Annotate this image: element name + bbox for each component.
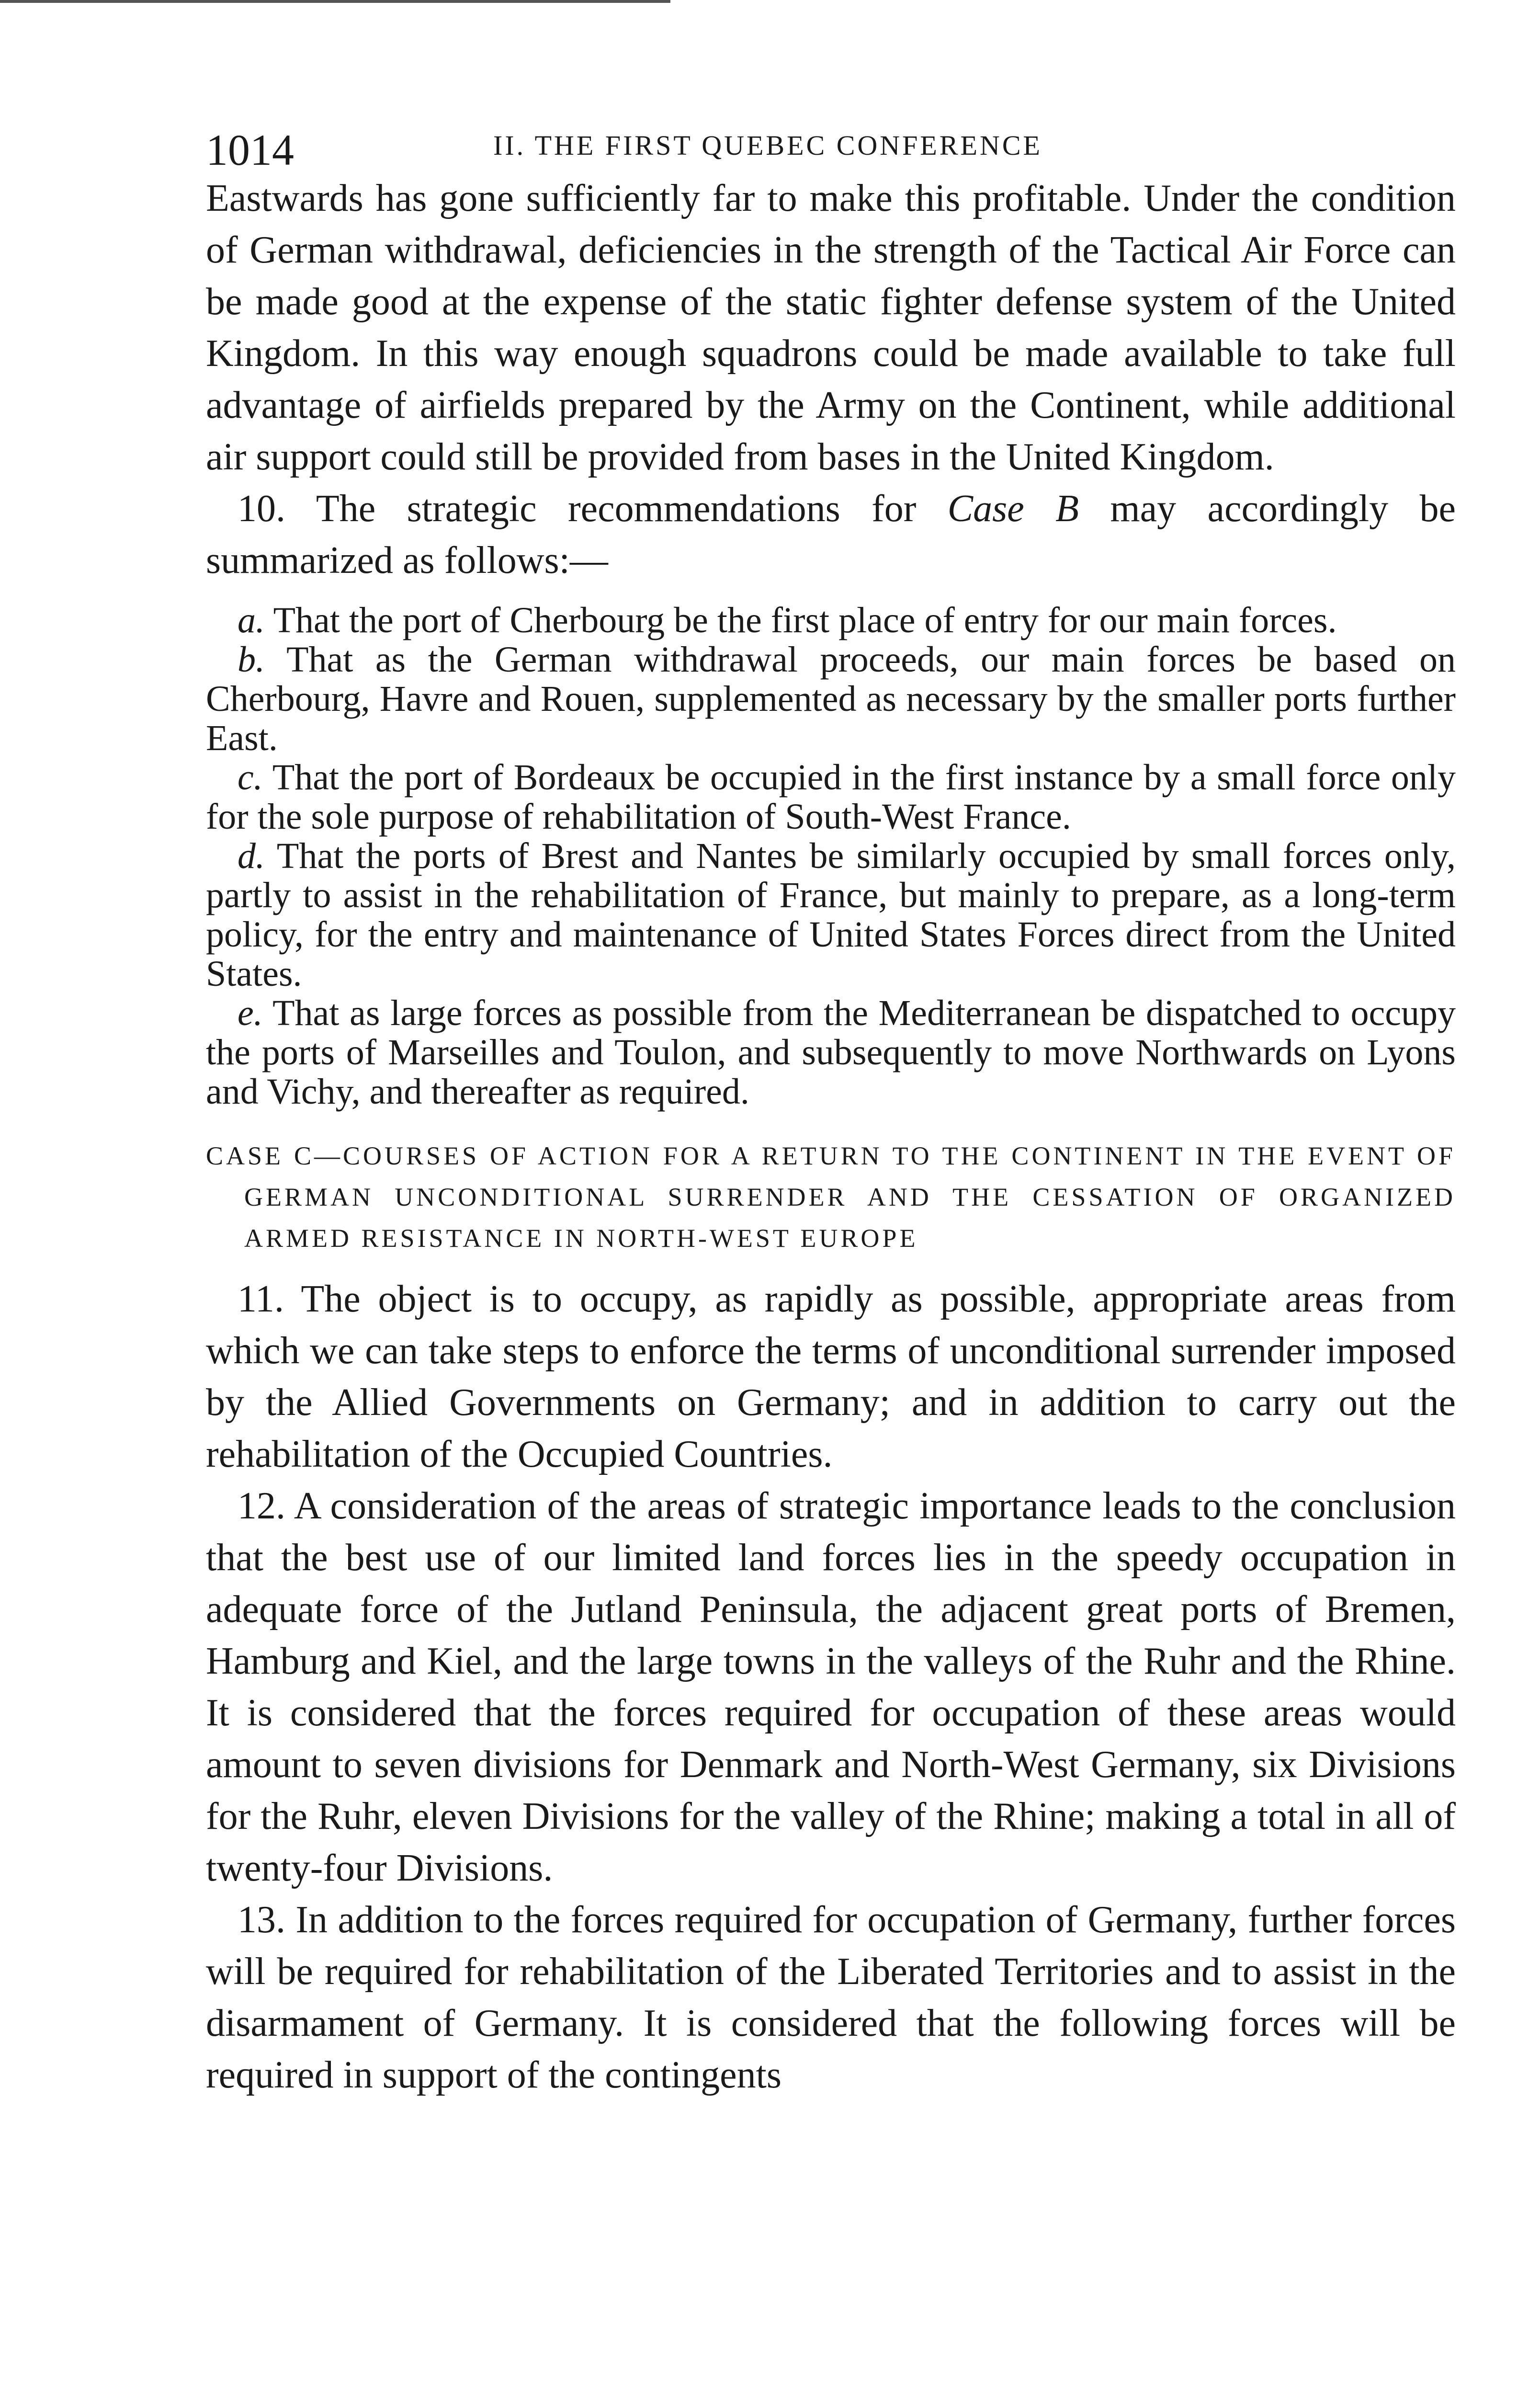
section-heading: CASE C—COURSES OF ACTION FOR A RETURN TO THE CONTINENT IN THE EVENT OF GERMAN UNCONDITIONAL SURRENDER AND THE CESSATION OF ORGANIZED ARMED RESISTANCE IN NORTH-WEST EUROPE [206, 1141, 1456, 1253]
item-text: That as the German withdrawal proceeds, our main forces be based on Cherbourg, Havre and Rouen, supplemented as necessary by the smaller ports further East. [206, 639, 1456, 758]
page-number: 1014 [206, 125, 294, 174]
paragraph-11: 11. The object is to occupy, as rapidly as possible, appropriate areas from which we can take steps to enforce the terms of unconditional surrender imposed by the Allied Governments on Germany; and in addition to carry out the rehabilitation of the Occupied Countries. [206, 1278, 1456, 1475]
list-item [206, 758, 1456, 836]
item-letter: e. [238, 993, 263, 1033]
item-text: That the port of Bordeaux be occupied in the first instance by a small force only for the sole purpose of rehabilitation of South-West France. [206, 757, 1456, 837]
list-item [206, 993, 1456, 1111]
item-letter: b. [238, 639, 265, 680]
paragraph-10-case-b: Case B [947, 488, 1079, 530]
list-item [206, 836, 1456, 993]
paragraph-10 [206, 483, 1456, 586]
item-letter: a. [238, 600, 265, 640]
item-text: That as large forces as possible from the Mediterranean be dispatched to occupy the ports of Marseilles and Toulon, and subsequently to move Northwards on Lyons and Vichy, and thereafter as required. [206, 993, 1456, 1112]
paragraph-10-start: 10. The strategic recommendations for [238, 488, 948, 530]
item-text: That the ports of Brest and Nantes be similarly occupied by small forces only, partly to assist in the rehabilitation of France, but mainly to prepare, as a long-term policy, for the entry and maintenance of United States Forces direct from the United States. [206, 836, 1456, 994]
item-letter: c. [238, 757, 263, 798]
list-item [206, 601, 1456, 640]
list-item [206, 640, 1456, 758]
recommendation-list [206, 601, 1456, 1111]
top-rule [0, 0, 670, 3]
document-page [206, 115, 1456, 2101]
paragraph-continued: Eastwards has gone sufficiently far to make this profitable. Under the condition of German withdrawal, deficiencies in the strength of the Tactical Air Force can be made good at the expense of the static fighter defense system of the United Kingdom. In this way enough squadrons could be made available to take full advantage of airfields prepared by the Army on the Continent, while additional air support could still be provided from bases in the United Kingdom. [206, 177, 1456, 478]
item-letter: d. [238, 836, 265, 876]
paragraph-12: 12. A consideration of the areas of strategic importance leads to the conclusion that the best use of our limited land forces lies in the speedy occupation in adequate force of the Jutland Peninsula, the adjacent great ports of Bremen, Hamburg and Kiel, and the large towns in the valleys of the Ruhr and the Rhine. It is considered that the forces required for occupation of these areas would amount to seven divisions for Denmark and North-West Germany, six Divisions for the Ruhr, eleven Divisions for the valley of the Rhine; making a total in all of twenty-four Divisions. [206, 1485, 1456, 1889]
paragraph-10-end: may accordingly be summarized as follows:— [206, 488, 1456, 582]
page-header [206, 115, 1456, 172]
item-text: That the port of Cherbourg be the first place of entry for our main forces. [265, 600, 1337, 640]
running-head: II. THE FIRST QUEBEC CONFERENCE [493, 130, 1042, 161]
paragraph-13: 13. In addition to the forces required for occupation of Germany, further forces will be required for rehabilitation of the Liberated Territories and to assist in the disarmament of Germany. It is considered that the following forces will be required in support of the contingents [206, 1899, 1456, 2096]
